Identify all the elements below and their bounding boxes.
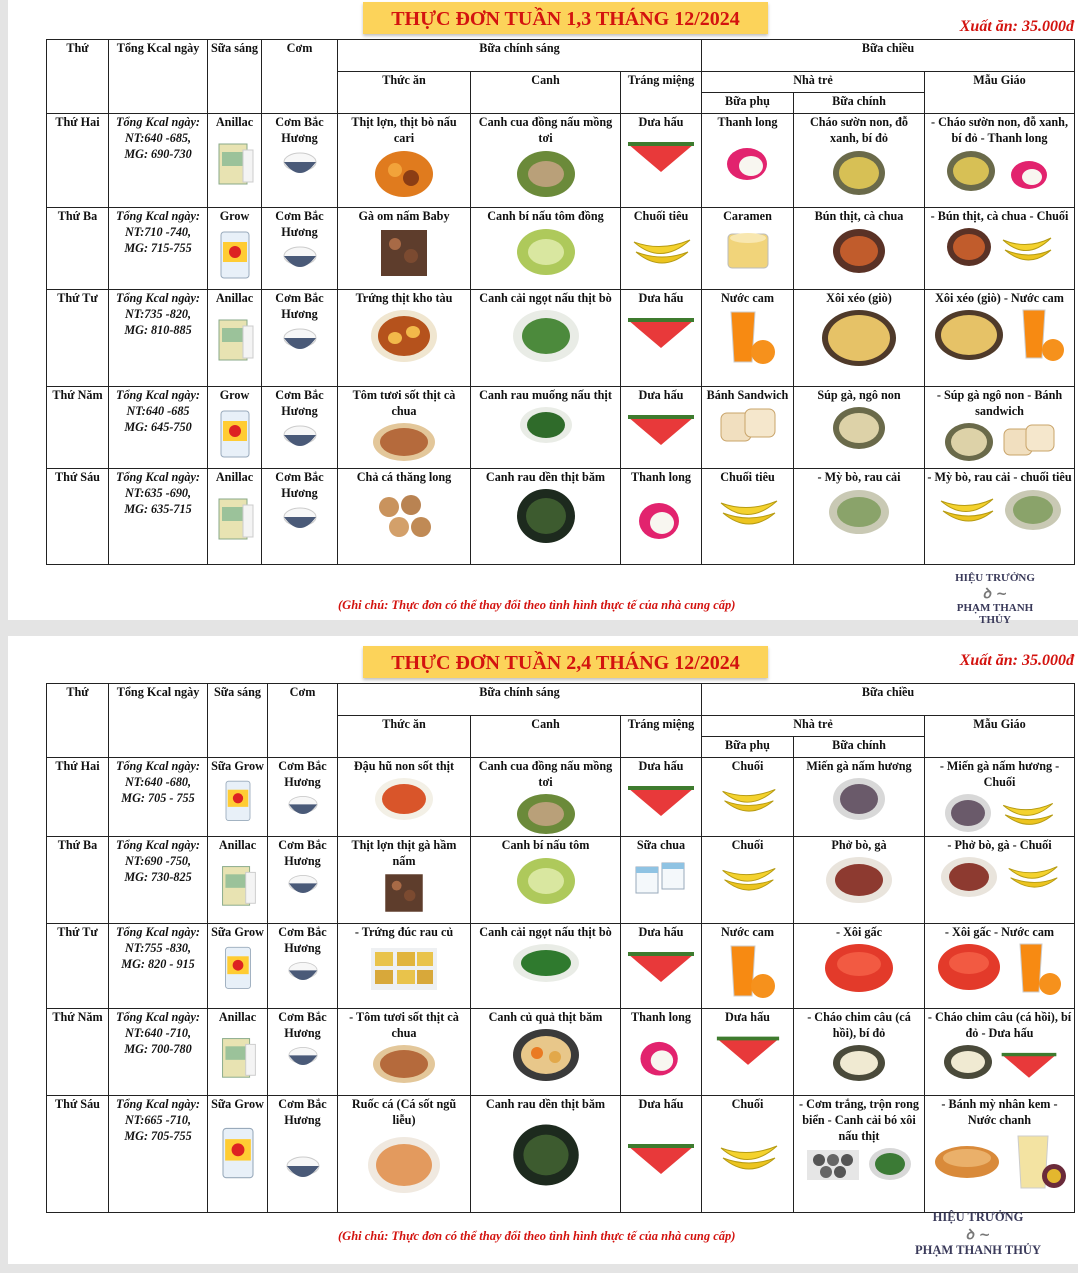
menu-note: (Ghi chú: Thực đơn có thể thay đổi theo tình hình thực tế của nhà cung cấp) xyxy=(338,598,736,612)
tofu-dish-icon xyxy=(373,776,435,822)
soup-cell: Canh rau muống nấu thịt xyxy=(471,387,621,469)
kcal-cell: Tổng Kcal ngày: NT:710 -740, MG: 715-755 xyxy=(109,208,208,290)
header-com: Cơm xyxy=(262,40,338,114)
porridge-bowl-icon xyxy=(831,148,887,198)
rice-cell: Cơm Bắc Hương xyxy=(268,924,338,1009)
nt-main-cell: - Cơm trắng, trộn rong biển - Canh cải bó xôi nấu thịt xyxy=(794,1096,925,1213)
dragon-fruit-icon xyxy=(717,132,779,188)
rice-bowl-icon xyxy=(280,421,320,455)
table-row xyxy=(47,387,1075,469)
milk-cell: Anillac xyxy=(208,469,262,565)
snack-cell: Chuối tiêu xyxy=(702,469,794,565)
day-cell: Thứ Ba xyxy=(47,837,109,924)
milk-cell: Sữa Grow xyxy=(208,1096,268,1213)
pho-bowl-icon xyxy=(939,855,999,899)
mg-main-cell: - Súp gà ngô non - Bánh sandwich xyxy=(925,387,1075,469)
mg-main-cell: - Cháo chim câu (cá hồi), bí đỏ - Dưa hấu xyxy=(925,1009,1075,1096)
sandwich-bread-icon xyxy=(1001,421,1057,459)
principal-signature: HIỆU TRƯỞNG ꝺ ~ PHẠM THANH THỦY xyxy=(908,1210,1048,1258)
passion-fruit-juice-icon xyxy=(1008,1132,1068,1192)
table-row xyxy=(47,837,1075,924)
dessert-cell: Dưa hấu xyxy=(621,924,702,1009)
rice-bowl-icon xyxy=(284,1043,322,1073)
mg-main-cell: - Miến gà nấm hương - Chuối xyxy=(925,758,1075,837)
milk-can-icon xyxy=(217,405,253,461)
orange-juice-icon xyxy=(717,308,779,366)
main-dish-cell: Chả cá thăng long xyxy=(338,469,471,565)
soup-cell: Canh cua đồng nấu mồng tơi xyxy=(471,114,621,208)
kcal-cell: Tổng Kcal ngày: NT:665 -710, MG: 705-755 xyxy=(109,1096,208,1213)
corn-soup-icon xyxy=(943,421,995,463)
header-sua: Sữa sáng xyxy=(208,684,268,758)
milk-can-icon xyxy=(220,776,256,824)
meal-price: Xuất ăn: 35.000đ xyxy=(959,18,1074,35)
signature-scribble: ꝺ ~ xyxy=(982,586,1008,602)
soup-bowl-icon xyxy=(867,1146,913,1182)
banana-icon xyxy=(1005,855,1061,895)
snack-cell: Caramen xyxy=(702,208,794,290)
nt-main-cell: - Xôi gấc xyxy=(794,924,925,1009)
header-thuc-an: Thức ăn xyxy=(338,72,471,114)
soup-bowl-icon xyxy=(511,308,581,364)
milk-carton-icon xyxy=(213,132,257,190)
signature-scribble: ꝺ ~ xyxy=(965,1227,991,1243)
nt-main-cell: Phở bò, gà xyxy=(794,837,925,924)
milk-cell: Sữa Grow xyxy=(208,758,268,837)
fish-cake-icon xyxy=(371,487,437,547)
mg-main-cell: - Cháo sườn non, đỗ xanh, bí đỏ - Thanh long xyxy=(925,114,1075,208)
dessert-cell: Dưa hấu xyxy=(621,1096,702,1213)
watermelon-icon xyxy=(715,1027,781,1067)
milk-cell: Anillac xyxy=(208,1009,268,1096)
rice-cell: Cơm Bắc Hương xyxy=(262,469,338,565)
table-row xyxy=(47,208,1075,290)
mg-main-cell: - Phở bò, gà - Chuối xyxy=(925,837,1075,924)
menu-panel-week-2-4 xyxy=(8,636,1078,1264)
principal-signature: HIỆU TRƯỞNG ꝺ ~ PHẠM THANH THỦY xyxy=(940,572,1050,626)
main-dish-cell: Thịt lợn, thịt bò nấu cari xyxy=(338,114,471,208)
sticky-rice-icon xyxy=(820,308,898,368)
kcal-cell: Tổng Kcal ngày: NT:735 -820, MG: 810-885 xyxy=(109,290,208,387)
menu-table xyxy=(46,683,1075,1213)
dessert-cell: Dưa hấu xyxy=(621,758,702,837)
watermelon-icon xyxy=(626,132,696,174)
day-cell: Thứ Ba xyxy=(47,208,109,290)
milk-cell: Sữa Grow xyxy=(208,924,268,1009)
rice-bowl-icon xyxy=(284,958,322,988)
table-row xyxy=(47,290,1075,387)
header-nha-tre: Nhà trẻ xyxy=(702,72,925,93)
soup-cell: Canh cải ngọt nấu thịt bò xyxy=(471,924,621,1009)
header-nha-tre: Nhà trẻ xyxy=(702,716,925,737)
watermelon-icon xyxy=(626,776,696,818)
menu-title: THỰC ĐƠN TUẦN 1,3 THÁNG 12/2024 xyxy=(363,2,768,34)
dessert-cell: Dưa hấu xyxy=(621,290,702,387)
rice-cell: Cơm Bắc Hương xyxy=(268,1096,338,1213)
dessert-cell: Dưa hấu xyxy=(621,114,702,208)
header-mau-giao: Mẫu Giáo xyxy=(925,716,1075,758)
main-dish-cell: Thịt lợn thịt gà hầm nấm xyxy=(338,837,471,924)
rice-balls-icon xyxy=(805,1146,861,1182)
soup-cell: Canh cải ngọt nấu thịt bò xyxy=(471,290,621,387)
braised-egg-pork-icon xyxy=(369,308,439,364)
main-dish-cell: Đậu hũ non sốt thịt xyxy=(338,758,471,837)
banana-icon xyxy=(717,776,779,818)
soup-bowl-icon xyxy=(515,487,577,545)
soup-bowl-icon xyxy=(515,792,577,836)
curry-dish-icon xyxy=(373,148,435,200)
rice-bowl-icon xyxy=(283,1152,323,1186)
milk-carton-icon xyxy=(216,1027,260,1083)
nt-main-cell: - Mỳ bò, rau cải xyxy=(794,469,925,565)
header-mau-giao: Mẫu Giáo xyxy=(925,72,1075,114)
rice-bowl-icon xyxy=(280,242,320,276)
soup-cell: Canh bí nấu tôm xyxy=(471,837,621,924)
kcal-cell: Tổng Kcal ngày: NT:640 -685 MG: 645-750 xyxy=(109,387,208,469)
header-bua-sang: Bữa chính sáng xyxy=(338,40,702,72)
milk-cell: Anillac xyxy=(208,114,262,208)
milk-can-icon xyxy=(218,1122,258,1182)
soup-cell: Canh rau dền thịt băm xyxy=(471,469,621,565)
rice-cell: Cơm Bắc Hương xyxy=(268,1009,338,1096)
nt-main-cell: Cháo sườn non, đỗ xanh, bí đỏ xyxy=(794,114,925,208)
noodle-bowl-icon xyxy=(831,226,887,276)
snack-cell: Nước cam xyxy=(702,924,794,1009)
soup-cell: Canh củ quả thịt băm xyxy=(471,1009,621,1096)
orange-juice-icon xyxy=(1011,308,1067,362)
watermelon-icon xyxy=(626,942,696,984)
soup-bowl-icon xyxy=(511,1120,581,1190)
noodle-bowl-icon xyxy=(943,792,993,834)
rice-cell: Cơm Bắc Hương xyxy=(262,114,338,208)
noodle-bowl-icon xyxy=(1003,487,1063,533)
header-thu: Thứ xyxy=(47,684,109,758)
dessert-cell: Thanh long xyxy=(621,469,702,565)
menu-title: THỰC ĐƠN TUẦN 2,4 THÁNG 12/2024 xyxy=(363,646,768,678)
nt-main-cell: Miến gà nấm hương xyxy=(794,758,925,837)
cream-bread-icon xyxy=(932,1132,1002,1182)
banana-icon xyxy=(937,487,997,529)
header-bua-chieu: Bữa chiều xyxy=(702,40,1075,72)
header-bua-chieu: Bữa chiều xyxy=(702,684,1075,716)
dessert-cell: Dưa hấu xyxy=(621,387,702,469)
nt-main-cell: Súp gà, ngô non xyxy=(794,387,925,469)
mg-main-cell: - Xôi gấc - Nước cam xyxy=(925,924,1075,1009)
day-cell: Thứ Năm xyxy=(47,1009,109,1096)
header-kcal: Tổng Kcal ngày xyxy=(109,684,208,758)
rice-cell: Cơm Bắc Hương xyxy=(262,290,338,387)
kcal-cell: Tổng Kcal ngày: NT:635 -690, MG: 635-715 xyxy=(109,469,208,565)
stew-mushroom-icon xyxy=(380,871,428,915)
watermelon-icon xyxy=(1000,1043,1058,1081)
noodle-bowl-icon xyxy=(827,487,891,537)
corn-soup-icon xyxy=(831,405,887,451)
milk-carton-icon xyxy=(213,308,257,366)
caramel-cup-icon xyxy=(722,226,774,272)
rice-cell: Cơm Bắc Hương xyxy=(262,387,338,469)
menu-note: (Ghi chú: Thực đơn có thể thay đổi theo tình hình thực tế của nhà cung cấp) xyxy=(338,1229,736,1243)
rice-cell: Cơm Bắc Hương xyxy=(268,837,338,924)
day-cell: Thứ Hai xyxy=(47,114,109,208)
banana-icon xyxy=(999,792,1057,832)
header-canh: Canh xyxy=(471,72,621,114)
watermelon-icon xyxy=(626,308,696,350)
header-canh: Canh xyxy=(471,716,621,758)
main-dish-cell: Gà om nấm Baby xyxy=(338,208,471,290)
rice-cell: Cơm Bắc Hương xyxy=(262,208,338,290)
snack-cell: Nước cam xyxy=(702,290,794,387)
porridge-bowl-icon xyxy=(942,1043,994,1081)
noodle-bowl-icon xyxy=(831,776,887,822)
kcal-cell: Tổng Kcal ngày: NT:640 -685, MG: 690-730 xyxy=(109,114,208,208)
sticky-rice-icon xyxy=(933,308,1005,362)
soup-cell: Canh bí nấu tôm đồng xyxy=(471,208,621,290)
dessert-cell: Chuối tiêu xyxy=(621,208,702,290)
snack-cell: Bánh Sandwich xyxy=(702,387,794,469)
header-thu: Thứ xyxy=(47,40,109,114)
milk-cell: Grow xyxy=(208,387,262,469)
gac-sticky-rice-icon xyxy=(936,942,1002,992)
sandwich-bread-icon xyxy=(717,405,779,445)
soup-cell: Canh rau dền thịt băm xyxy=(471,1096,621,1213)
vegetable-soup-icon xyxy=(511,1027,581,1083)
main-dish-cell: Tôm tươi sốt thịt cà chua xyxy=(338,387,471,469)
mg-main-cell: - Bánh mỳ nhân kem - Nước chanh xyxy=(925,1096,1075,1213)
header-bua-chinh: Bữa chính xyxy=(794,737,925,758)
nt-main-cell: - Cháo chim câu (cá hồi), bí đỏ xyxy=(794,1009,925,1096)
table-row xyxy=(47,758,1075,837)
gac-sticky-rice-icon xyxy=(823,942,895,994)
header-sua: Sữa sáng xyxy=(208,40,262,114)
porridge-bowl-icon xyxy=(945,148,997,194)
milk-can-icon xyxy=(220,942,256,992)
rice-bowl-icon xyxy=(280,324,320,358)
soup-cell: Canh cua đồng nấu mồng tơi xyxy=(471,758,621,837)
kcal-cell: Tổng Kcal ngày: NT:755 -830, MG: 820 - 915 xyxy=(109,924,208,1009)
day-cell: Thứ Tư xyxy=(47,924,109,1009)
header-bua-phu: Bữa phụ xyxy=(702,93,794,114)
table-row xyxy=(47,114,1075,208)
menu-table xyxy=(46,39,1075,565)
milk-can-icon xyxy=(217,226,253,282)
day-cell: Thứ Tư xyxy=(47,290,109,387)
chicken-mushroom-icon xyxy=(377,226,431,280)
soup-bowl-icon xyxy=(511,942,581,984)
soup-bowl-icon xyxy=(518,405,574,445)
mg-main-cell: - Bún thịt, cà chua - Chuối xyxy=(925,208,1075,290)
header-bua-sang: Bữa chính sáng xyxy=(338,684,702,716)
rice-bowl-icon xyxy=(280,503,320,537)
day-cell: Thứ Sáu xyxy=(47,1096,109,1213)
milk-cell: Anillac xyxy=(208,290,262,387)
rice-bowl-icon xyxy=(280,148,320,182)
header-trang-mieng: Tráng miệng xyxy=(621,72,702,114)
dragon-fruit-icon xyxy=(1003,148,1055,194)
dragon-fruit-icon xyxy=(631,487,691,547)
header-thuc-an: Thức ăn xyxy=(338,716,471,758)
shrimp-tomato-icon xyxy=(371,1043,437,1085)
main-dish-cell: Ruốc cá (Cá sốt ngũ liễu) xyxy=(338,1096,471,1213)
dessert-cell: Sữa chua xyxy=(621,837,702,924)
banana-icon xyxy=(717,855,779,897)
header-com: Cơm xyxy=(268,684,338,758)
mg-main-cell: - Mỳ bò, rau cải - chuối tiêu xyxy=(925,469,1075,565)
table-row xyxy=(47,469,1075,565)
main-dish-cell: - Tôm tươi sốt thịt cà chua xyxy=(338,1009,471,1096)
snack-cell: Chuối xyxy=(702,758,794,837)
header-trang-mieng: Tráng miệng xyxy=(621,716,702,758)
orange-juice-icon xyxy=(1008,942,1064,996)
snack-cell: Thanh long xyxy=(702,114,794,208)
table-row xyxy=(47,1009,1075,1096)
day-cell: Thứ Hai xyxy=(47,758,109,837)
rice-bowl-icon xyxy=(284,871,322,901)
day-cell: Thứ Năm xyxy=(47,387,109,469)
noodle-bowl-icon xyxy=(945,226,993,268)
milk-cell: Grow xyxy=(208,208,262,290)
soup-bowl-icon xyxy=(515,148,577,200)
porridge-bowl-icon xyxy=(831,1043,887,1083)
nt-main-cell: Bún thịt, cà chua xyxy=(794,208,925,290)
header-bua-phu: Bữa phụ xyxy=(702,737,794,758)
day-cell: Thứ Sáu xyxy=(47,469,109,565)
snack-cell: Chuối xyxy=(702,1096,794,1213)
table-row xyxy=(47,924,1075,1009)
table-row xyxy=(47,1096,1075,1213)
dragon-fruit-icon xyxy=(633,1027,689,1083)
vegetable-omelette-icon xyxy=(367,942,441,994)
rice-bowl-icon xyxy=(284,792,322,822)
mg-main-cell: Xôi xéo (giò) - Nước cam xyxy=(925,290,1075,387)
main-dish-cell: - Trứng đúc rau củ xyxy=(338,924,471,1009)
nt-main-cell: Xôi xéo (giò) xyxy=(794,290,925,387)
banana-icon xyxy=(628,226,694,270)
milk-cell: Anillac xyxy=(208,837,268,924)
soup-bowl-icon xyxy=(513,855,579,907)
header-bua-chinh: Bữa chính xyxy=(794,93,925,114)
dessert-cell: Thanh long xyxy=(621,1009,702,1096)
pho-bowl-icon xyxy=(824,855,894,905)
fish-floss-icon xyxy=(366,1134,442,1196)
snack-cell: Chuối xyxy=(702,837,794,924)
snack-cell: Dưa hấu xyxy=(702,1009,794,1096)
milk-carton-icon xyxy=(216,855,260,911)
banana-icon xyxy=(999,226,1055,268)
watermelon-icon xyxy=(626,1132,696,1178)
meal-price: Xuất ăn: 35.000đ xyxy=(959,652,1074,669)
rice-cell: Cơm Bắc Hương xyxy=(268,758,338,837)
yogurt-cups-icon xyxy=(630,855,692,899)
watermelon-icon xyxy=(626,405,696,447)
kcal-cell: Tổng Kcal ngày: NT:690 -750, MG: 730-825 xyxy=(109,837,208,924)
soup-bowl-icon xyxy=(515,226,577,278)
milk-carton-icon xyxy=(213,487,257,545)
banana-icon xyxy=(715,487,781,531)
banana-icon xyxy=(715,1132,781,1176)
kcal-cell: Tổng Kcal ngày: NT:640 -710, MG: 700-780 xyxy=(109,1009,208,1096)
shrimp-tomato-icon xyxy=(371,421,437,463)
header-kcal: Tổng Kcal ngày xyxy=(109,40,208,114)
kcal-cell: Tổng Kcal ngày: NT:640 -680, MG: 705 - 755 xyxy=(109,758,208,837)
orange-juice-icon xyxy=(717,942,779,1000)
main-dish-cell: Trứng thịt kho tàu xyxy=(338,290,471,387)
menu-panel-week-1-3 xyxy=(8,0,1078,626)
